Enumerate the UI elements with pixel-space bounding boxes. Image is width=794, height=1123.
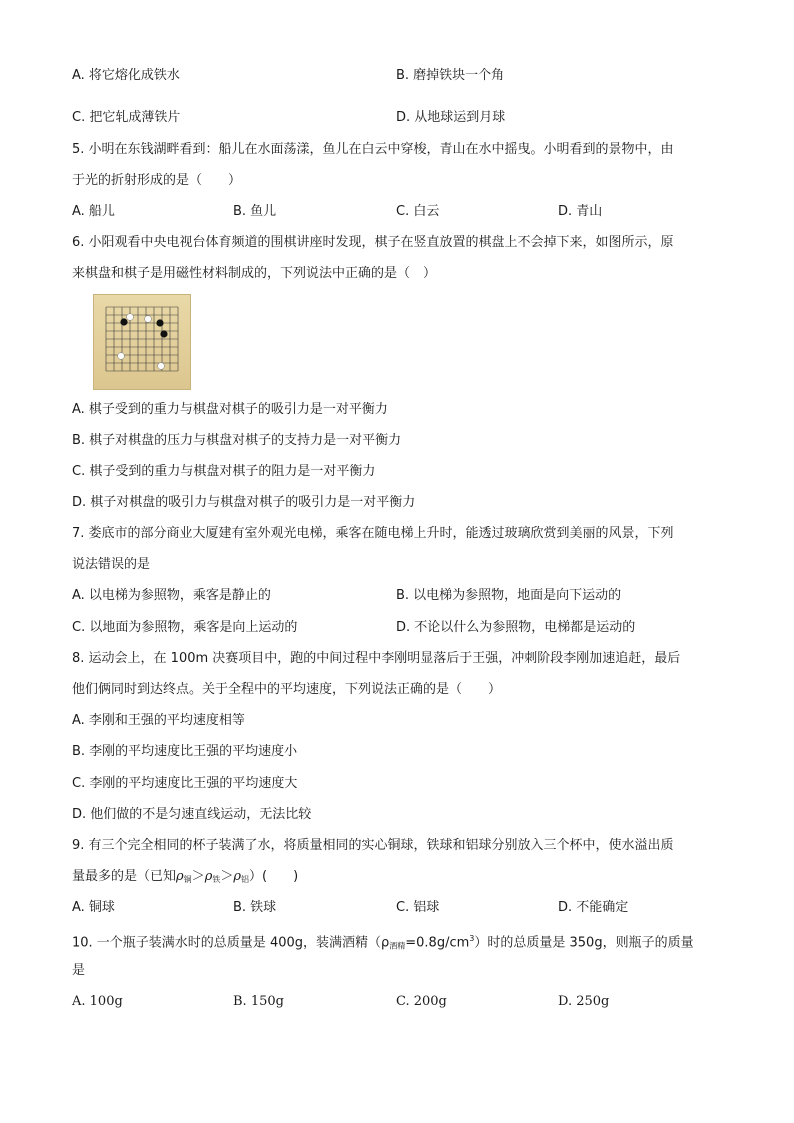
q9-option-c: C. 铝球 [396,900,440,915]
greater-than-sign: ＞ [191,869,205,884]
q5-option-d: D. 青山 [558,204,603,219]
q5-option-b: B. 鱼儿 [233,204,277,219]
q10-option-c: C. 200g [396,994,447,1009]
q7-option-c: C. 以地面为参照物，乘客是向上运动的 [72,620,298,635]
q4-option-d: D. 从地球运到月球 [396,110,506,125]
rho-subscript-aluminum: 铝 [241,875,250,884]
white-stone [145,316,152,323]
q7-stem-line1: 7. 娄底市的部分商业大厦建有室外观光电梯，乘客在随电梯上升时，能透过玻璃欣赏到美丽的风景，下列 [72,526,674,541]
q9-stem-line2 [72,868,298,889]
white-stone [158,363,165,370]
q4-option-b: B. 磨掉铁块一个角 [396,68,505,83]
rho-symbol: ρ [233,869,242,884]
q10-option-b: B. 150g [233,994,284,1009]
q6-option-c: C. 棋子受到的重力与棋盘对棋子的阻力是一对平衡力 [72,464,376,479]
rho-subscript-copper: 铜 [183,875,192,884]
greater-than-sign: ＞ [220,869,234,884]
q4-option-c: C. 把它轧成薄铁片 [72,110,181,125]
rho-symbol: ρ [204,869,213,884]
q8-stem-line2: 他们俩同时到达终点。关于全程中的平均速度，下列说法正确的是（ ） [72,682,502,697]
cubic-superscript: 3 [469,934,475,943]
q8-option-c: C. 李刚的平均速度比王强的平均速度大 [72,776,298,791]
go-board-image [93,294,191,390]
q5-option-a: A. 船儿 [72,204,115,219]
q5-stem-line2: 于光的折射形成的是（ ） [72,173,242,188]
q6-stem-line1: 6. 小阳观看中央电视台体育频道的围棋讲座时发现，棋子在竖直放置的棋盘上不会掉下来，如图所示，原 [72,235,674,250]
q10-option-a: A. 100g [72,994,123,1009]
q10-stem-prefix: 10. 一个瓶子装满水时的总质量是 400g，装满酒精（ρ [72,935,390,951]
black-stone [156,319,163,326]
q10-stem-line2: 是 [72,963,86,978]
q4-option-a: A. 将它熔化成铁水 [72,68,180,83]
black-stone [160,330,167,337]
q8-option-d: D. 他们做的不是匀速直线运动，无法比较 [72,807,312,822]
q9-option-d: D. 不能确定 [558,900,629,915]
q8-stem-line1: 8. 运动会上，在 100m 决赛项目中，跑的中间过程中李刚明显落后于王强，冲刺阶段李刚加速追赶，最后 [72,651,681,666]
rho-subscript-iron: 铁 [212,875,221,884]
q7-stem-line2: 说法错误的是 [72,557,151,572]
rho-subscript-alcohol: 酒精 [389,941,406,951]
q9-stem-line1: 9. 有三个完全相同的杯子装满了水，将质量相同的实心铜球，铁球和铝球分别放入三个杯中，使水溢出质 [72,838,674,853]
q10-stem-suffix: ）时的总质量是 350g，则瓶子的质量 [474,935,694,951]
q9-option-a: A. 铜球 [72,900,115,915]
white-stone [127,314,134,321]
q7-option-d: D. 不论以什么为参照物，电梯都是运动的 [396,620,636,635]
q6-stem-line2: 来棋盘和棋子是用磁性材料制成的，下列说法中正确的是（ ） [72,266,437,281]
q8-option-b: B. 李刚的平均速度比王强的平均速度小 [72,744,298,759]
q10-option-d: D. 250g [558,994,610,1009]
alcohol-density-value: =0.8g/cm [405,935,470,951]
q5-option-c: C. 白云 [396,204,440,219]
q9-option-b: B. 铁球 [233,900,277,915]
q9-stem-prefix: 量最多的是（已知 [72,869,177,884]
black-stone [120,318,127,325]
q7-option-b: B. 以电梯为参照物，地面是向下运动的 [396,588,622,603]
q5-stem-line1: 5. 小明在东钱湖畔看到：船儿在水面荡漾，鱼儿在白云中穿梭，青山在水中摇曳。小明看到的景物中，由 [72,142,674,157]
q6-option-a: A. 棋子受到的重力与棋盘对棋子的吸引力是一对平衡力 [72,402,388,417]
go-board-figure [94,295,190,389]
board-grid [106,307,178,371]
rho-symbol: ρ [176,869,184,884]
q6-option-b: B. 棋子对棋盘的压力与棋盘对棋子的支持力是一对平衡力 [72,433,402,448]
q7-option-a: A. 以电梯为参照物，乘客是静止的 [72,588,271,603]
white-stone [118,353,125,360]
q6-option-d: D. 棋子对棋盘的吸引力与棋盘对棋子的吸引力是一对平衡力 [72,495,416,510]
q9-stem-suffix: ）( ) [249,869,299,884]
q8-option-a: A. 李刚和王强的平均速度相等 [72,713,245,728]
q10-stem-line1 [72,930,694,955]
